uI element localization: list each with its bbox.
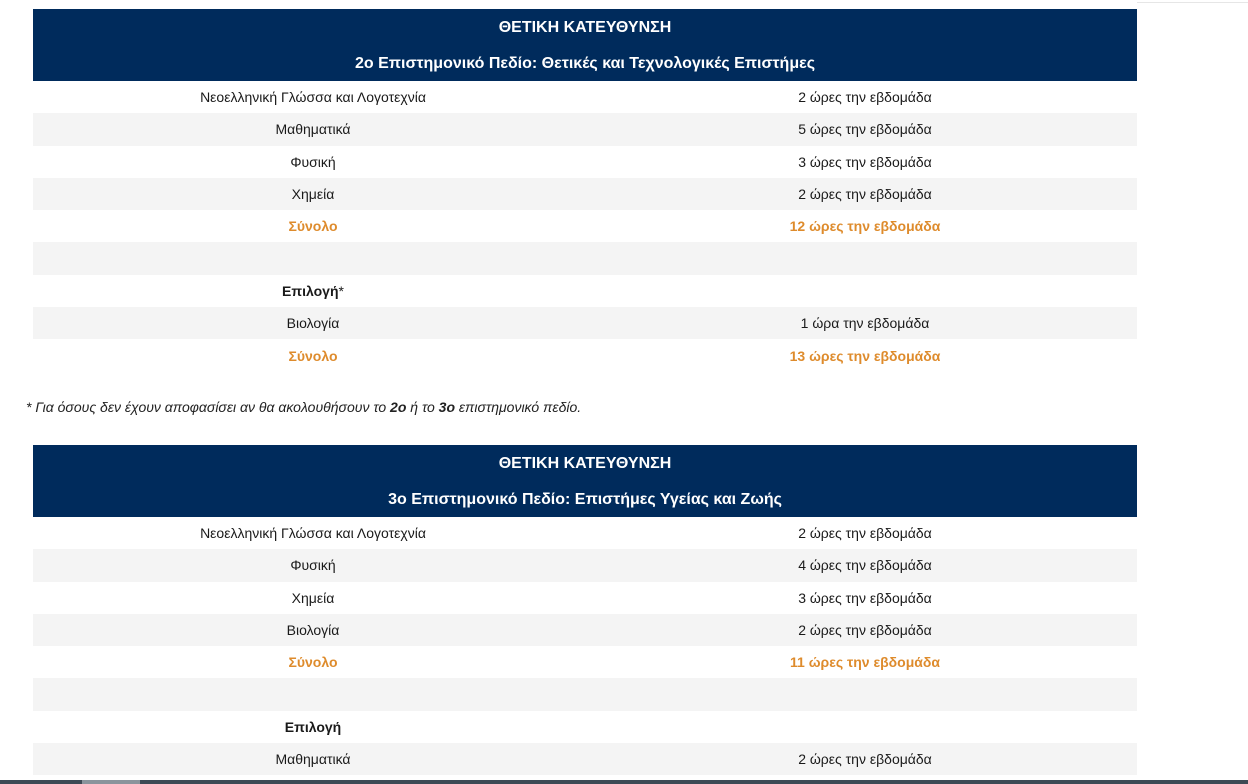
- table-row: [33, 743, 1137, 775]
- table-row: [33, 178, 1137, 210]
- hours-cell: 2 ώρες την εβδομάδα: [798, 89, 932, 106]
- horizontal-scrollbar[interactable]: [0, 780, 1248, 784]
- subject-cell: Φυσική: [290, 153, 336, 170]
- subject-cell: Χημεία: [291, 186, 335, 203]
- hours-cell: 4 ώρες την εβδομάδα: [798, 557, 932, 574]
- footnote: * Για όσους δεν έχουν αποφασίσει αν θα ακολουθήσουν το 2ο ή το 3ο επιστημονικό πεδίο.: [26, 399, 582, 415]
- total-label: Σύνολο: [288, 347, 338, 364]
- spacer-row: [33, 242, 1137, 274]
- spacer-row: [33, 678, 1137, 710]
- total-row: [33, 646, 1137, 678]
- table-header: [33, 445, 1137, 517]
- table-row: [33, 307, 1137, 339]
- table-header-title: ΘΕΤΙΚΗ ΚΑΤΕΥΘΥΝΣΗ: [498, 455, 672, 472]
- field-3-ref: 3ο: [438, 399, 455, 415]
- table-row: [33, 113, 1137, 145]
- schedule-table-field-3: [33, 445, 1137, 775]
- total-label: Σύνολο: [288, 218, 338, 235]
- subject-cell: Μαθηματικά: [275, 751, 351, 768]
- field-2-ref: 2ο: [390, 399, 407, 415]
- elective-heading-row: [33, 275, 1137, 307]
- hours-cell: 2 ώρες την εβδομάδα: [798, 751, 932, 768]
- hours-cell: 3 ώρες την εβδομάδα: [798, 589, 932, 606]
- total-row: [33, 339, 1137, 371]
- total-hours: 11 ώρες την εβδομάδα: [790, 654, 940, 671]
- hours-cell: 3 ώρες την εβδομάδα: [798, 153, 932, 170]
- subject-cell: Βιολογία: [286, 315, 340, 332]
- hours-cell: 5 ώρες την εβδομάδα: [798, 121, 932, 138]
- table-row: [33, 582, 1137, 614]
- hours-cell: 2 ώρες την εβδομάδα: [798, 622, 932, 639]
- table-header-subtitle: 3ο Επιστημονικό Πεδίο: Επιστήμες Υγείας και Ζωής: [388, 491, 782, 508]
- elective-footnote-mark: *: [338, 282, 344, 299]
- subject-cell: Βιολογία: [286, 622, 340, 639]
- subject-cell: Νεοελληνική Γλώσσα και Λογοτεχνία: [200, 89, 426, 106]
- elective-heading: [33, 283, 593, 299]
- schedule-table-field-2: [33, 9, 1137, 372]
- scrollbar-thumb[interactable]: [82, 780, 140, 784]
- table-row: [33, 614, 1137, 646]
- subject-cell: Νεοελληνική Γλώσσα και Λογοτεχνία: [200, 525, 426, 542]
- elective-label: Επιλογή: [282, 282, 339, 299]
- elective-heading-row: [33, 711, 1137, 743]
- hours-cell: 2 ώρες την εβδομάδα: [798, 186, 932, 203]
- top-divider: [1137, 2, 1248, 3]
- table-header-title: ΘΕΤΙΚΗ ΚΑΤΕΥΘΥΝΣΗ: [498, 19, 672, 36]
- subject-cell: Φυσική: [290, 557, 336, 574]
- subject-cell: Χημεία: [291, 589, 335, 606]
- table-row: [33, 81, 1137, 113]
- total-hours: 13 ώρες την εβδομάδα: [789, 347, 941, 364]
- total-row: [33, 210, 1137, 242]
- total-hours: 12 ώρες την εβδομάδα: [789, 218, 941, 235]
- table-header: [33, 9, 1137, 81]
- elective-label: Επιλογή: [284, 718, 342, 735]
- table-row: [33, 146, 1137, 178]
- total-label: Σύνολο: [288, 654, 338, 671]
- hours-cell: 1 ώρα την εβδομάδα: [800, 315, 930, 332]
- table-header-subtitle: 2ο Επιστημονικό Πεδίο: Θετικές και Τεχνολογικές Επιστήμες: [354, 55, 816, 72]
- table-row: [33, 517, 1137, 549]
- table-row: [33, 549, 1137, 581]
- hours-cell: 2 ώρες την εβδομάδα: [798, 525, 932, 542]
- subject-cell: Μαθηματικά: [275, 121, 351, 138]
